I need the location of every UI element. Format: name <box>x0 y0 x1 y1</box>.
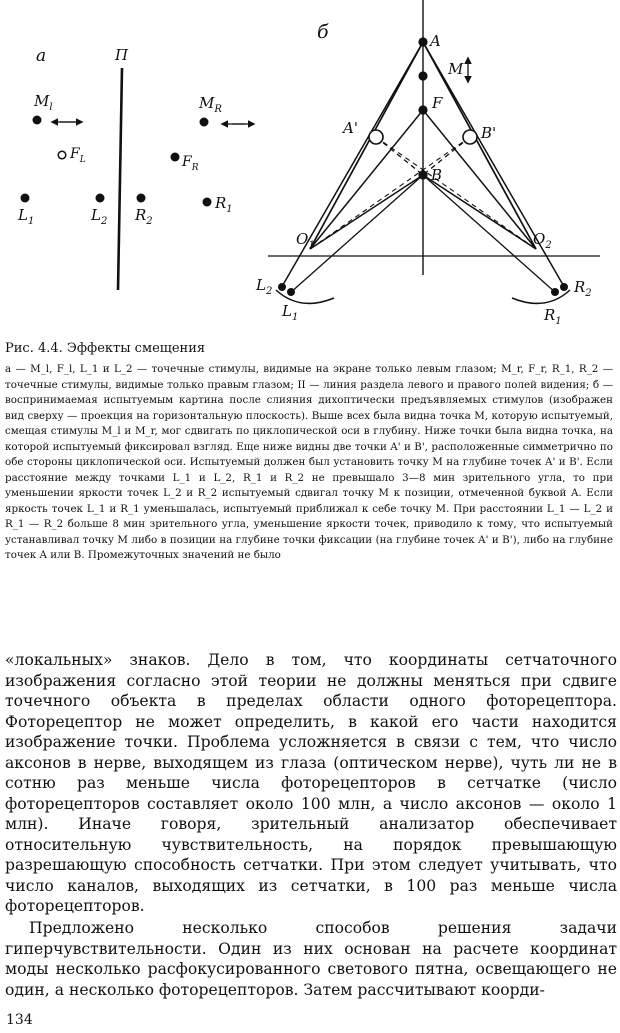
division-line <box>118 68 122 290</box>
point-b-L1 <box>287 288 295 296</box>
dashed-Bprime-O1 <box>310 137 470 249</box>
label-A: A <box>430 32 441 50</box>
label-Mr: $M_R$ <box>199 94 222 115</box>
point-L1 <box>21 194 30 203</box>
label-R2: $R_2$ <box>135 206 153 227</box>
division-line-label: П <box>115 46 129 64</box>
figure-4-4 <box>0 0 620 340</box>
label-Fr: $F_R$ <box>182 154 199 173</box>
line-A-R2 <box>423 42 566 290</box>
line-O1-B <box>310 175 423 249</box>
label-B-prime: B' <box>481 124 497 142</box>
panel-b <box>255 0 600 327</box>
point-Fr <box>171 153 180 162</box>
point-B-prime <box>463 130 477 144</box>
point-Fl <box>58 151 66 159</box>
point-A-prime <box>369 130 383 144</box>
point-b-R1 <box>551 288 559 296</box>
point-Mr <box>200 118 209 127</box>
label-O1: $O_1$ <box>296 230 315 251</box>
point-b-R2 <box>560 283 568 291</box>
panel-a-label: а <box>36 46 47 66</box>
page-number: 134 <box>6 1012 33 1028</box>
dashed-Aprime-O2 <box>376 137 536 249</box>
label-B: B <box>431 166 443 184</box>
figure-caption-body: а — M_l, F_l, L_1 и L_2 — точечные стимулы, видимые на экране только левым глазом; M_r, F_r, R_1, R_2 — точечные стимулы, видимые только правым глазом; II — линия раздела левого и правого полей видения; б — воспринимаемая испытуемым картина после слияния дихоптически предъявляемых стимулов (изображен вид сверху — проекция на горизонтальную плоскость). Выше всех была видна точка M, которую испытуемый, смещая стимулы M_l и M_r, мог сдвигать по циклопической оси в глубину. Ниже точки была видна точка, на которой испытуемый фиксировал взгляд. Еще ниже видны две точки A' и B', расположенные симметрично по обе стороны циклопической оси. Испытуемый должен был установить точку M на глубине точек A' и B'. Если расстояние между точками L_1 и L_2, R_1 и R_2 не превышало 3—8 мин зрительного угла, то при уменьшении яркости точек L_2 и R_2 испытуемый сдвигал точку M к позиции, отмеченной буквой A. Если яркость точек L_1 и R_1 уменьшалась, испытуемый приближал к себе точку M. При расстоянии L_1 — L_2 и R_1 — R_2 больше 8 мин зрительного угла, уменьшение яркости точек, приводило к тому, что испытуемый устанавливал точку M либо в позиции на глубине точки фиксации (на глубине точек A' и B'), либо на глубине точек A или B. Промежуточных значений не было <box>5 363 613 561</box>
point-F <box>418 105 427 114</box>
dashed-Aprime-B <box>376 137 423 175</box>
point-L2 <box>96 194 105 203</box>
line-O2-B <box>423 175 536 249</box>
line-O1-A <box>310 42 423 249</box>
body-paragraph: Предложено несколько способов решения задачи гиперчувствительности. Один из них основан на расчете координат моды несколько расфокусированного светового пятна, освещающего не один, а несколько фоторецепторов. Затем рассчитывают коорди- <box>5 919 617 999</box>
point-Ml <box>33 116 42 125</box>
figure-caption-title: Рис. 4.4. Эффекты смещения <box>5 341 206 356</box>
label-b-L1: $L_1$ <box>282 302 299 323</box>
point-A <box>418 37 427 46</box>
label-b-R1: $R_1$ <box>544 306 562 327</box>
label-b-R2: $R_2$ <box>574 278 592 299</box>
point-M <box>418 71 427 80</box>
point-R1 <box>203 198 212 207</box>
label-Fl: $F_L$ <box>70 146 86 165</box>
label-F: F <box>432 94 443 112</box>
right-eye-arc <box>512 290 570 303</box>
label-b-L2: $L_2$ <box>256 276 273 297</box>
panel-a <box>17 46 254 290</box>
label-L1: $L_1$ <box>18 206 35 227</box>
label-Ml: $M_l$ <box>34 92 53 113</box>
panel-b-label: б <box>317 21 329 43</box>
label-O2: $O_2$ <box>533 230 552 251</box>
line-A-L2 <box>280 42 423 290</box>
body-paragraph: «локальных» знаков. Дело в том, что координаты сетчаточного изображения согласно этой теории не должны меняться при сдвиге точечного объекта в пределах области одного фоторецептора. Фоторецептор не может определить, в какой его части находится изображение точки. Проблема усложняется в связи с тем, что число аксонов в нерве, выходящем из глаза (оптическом нерве), чуть ли не в сотню раз меньше числа фоторецепторов в сетчатке (число фоторецепторов составляет около 100 млн, а число аксонов — около 1 млн). Иначе говоря, зрительный анализатор обеспечивает относительную чувствительность, на порядок превышающую разрешающую способность сетчатки. При этом следует учитывать, что число каналов, выходящих из сетчатки, в 100 раз меньше числа фоторецепторов. <box>5 651 617 915</box>
point-B <box>418 170 427 179</box>
point-R2 <box>137 194 146 203</box>
label-M: M <box>448 60 464 78</box>
line-O1-F <box>310 110 423 249</box>
label-L2: $L_2$ <box>91 206 108 227</box>
point-b-L2 <box>278 283 286 291</box>
line-O2-A <box>423 42 536 249</box>
label-R1: $R_1$ <box>215 194 233 215</box>
label-A-prime: A' <box>343 119 358 137</box>
